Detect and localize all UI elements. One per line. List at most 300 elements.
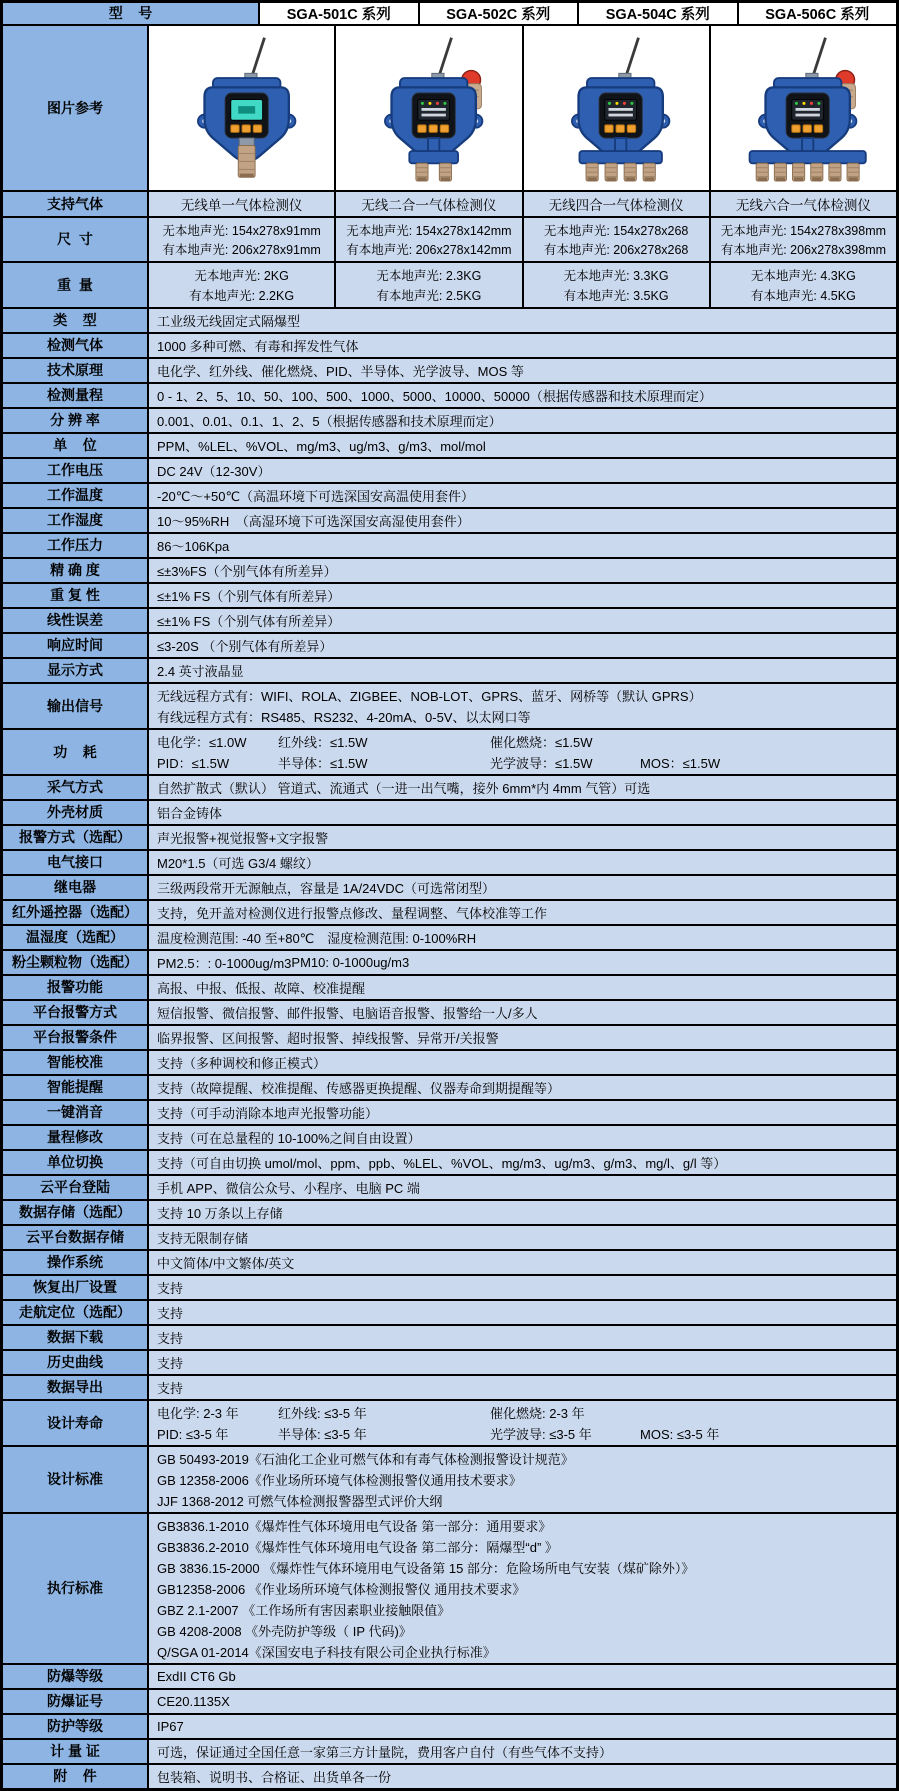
table-row — [3, 1765, 896, 1788]
value-segment: PID: ≤3-5 年 — [157, 1427, 229, 1442]
value-line — [157, 1469, 888, 1490]
value-line — [157, 535, 888, 556]
weight-line: 无本地声光: 2KG — [194, 269, 289, 284]
value-segment: 声光报警+视觉报警+文字报警 — [157, 831, 329, 846]
value-segment: -20℃～+50℃（高温环境下可选深国安高温使用套件） — [157, 489, 475, 504]
row-value — [149, 1101, 896, 1124]
table-row — [3, 976, 896, 1001]
row-label: 报警功能 — [3, 976, 149, 999]
value-line — [157, 777, 888, 798]
model-header-sga-506c: SGA-506C 系列 — [739, 3, 897, 24]
table-row — [3, 1101, 896, 1126]
table-row — [3, 434, 896, 459]
table-row — [3, 1226, 896, 1251]
value-line — [157, 435, 888, 456]
value-line — [157, 877, 888, 898]
table-row — [3, 684, 896, 730]
size-line: 无本地声光: 154x278x398mm — [720, 224, 887, 238]
table-row — [3, 1176, 896, 1201]
row-value — [149, 1076, 896, 1099]
value-line — [157, 610, 888, 631]
row-label: 红外遥控器（选配） — [3, 901, 149, 924]
weight-line: 有本地声光: 3.5KG — [563, 288, 669, 303]
row-value — [149, 1251, 896, 1274]
row-label: 走航定位（选配） — [3, 1301, 149, 1324]
row-value — [149, 1665, 896, 1688]
value-line — [157, 685, 888, 706]
value-segment: MOS：≤1.5W — [640, 756, 721, 771]
value-line — [157, 560, 888, 581]
weight-line: 无本地声光: 4.3KG — [750, 269, 856, 284]
table-row — [3, 584, 896, 609]
value-line — [157, 1352, 888, 1373]
table-row — [3, 1351, 896, 1376]
row-value — [149, 534, 896, 557]
row-label: 工作压力 — [3, 534, 149, 557]
row-value — [149, 684, 896, 728]
value-line — [157, 1766, 888, 1787]
value-segment: GB 3836.15-2000 《爆炸性气体环境用电气设备第 15 部分：危险场所电气安装（煤矿除外）》 — [157, 1561, 695, 1576]
table-row — [3, 484, 896, 509]
row-value — [149, 1226, 896, 1249]
value-segment: 支持 — [157, 1381, 184, 1396]
value-segment: 铝合金铸体 — [157, 806, 223, 821]
product-image-sga-502c — [336, 26, 523, 190]
value-segment: ExdII CT6 Gb — [157, 1669, 236, 1684]
value-line — [157, 1027, 888, 1048]
row-value — [149, 951, 896, 974]
value-line — [157, 360, 888, 381]
value-segment: 支持 — [157, 1356, 184, 1371]
value-line — [157, 585, 888, 606]
value-segment: PM10: 0-1000ug/m3 — [291, 955, 410, 970]
row-label: 防爆等级 — [3, 1665, 149, 1688]
row-label-image: 图片参考 — [3, 26, 149, 190]
row-value — [149, 309, 896, 332]
value-segment: ≤±3%FS（个别气体有所差异） — [157, 564, 337, 579]
size-line: 有本地声光: 206x278x91mm — [162, 243, 321, 257]
table-row — [3, 334, 896, 359]
row-value — [149, 1176, 896, 1199]
value-segment: 光学波导: ≤3-5 年 — [490, 1427, 592, 1442]
row-value — [149, 1051, 896, 1074]
row-value — [149, 434, 896, 457]
weight-value — [524, 263, 711, 307]
row-label: 输出信号 — [3, 684, 149, 728]
value-segment: 短信报警、微信报警、邮件报警、电脑语音报警、报警给一人/多人 — [157, 1006, 538, 1021]
row-value — [149, 1276, 896, 1299]
size-line: 无本地声光: 154x278x91mm — [162, 224, 321, 238]
value-segment: 86～106Kpa — [157, 539, 230, 554]
value-line — [157, 1448, 888, 1469]
row-label: 数据导出 — [3, 1376, 149, 1399]
table-row — [3, 609, 896, 634]
value-line — [157, 460, 888, 481]
size-line: 无本地声光: 154x278x268 — [543, 224, 689, 238]
support-gas-value: 无线四合一气体检测仪 — [524, 192, 711, 216]
row-label: 功 耗 — [3, 730, 149, 774]
size-line: 有本地声光: 206x278x142mm — [346, 243, 512, 257]
product-image-sga-504c — [524, 26, 711, 190]
table-row — [3, 384, 896, 409]
row-value — [149, 1301, 896, 1324]
value-segment: 支持 — [157, 1306, 184, 1321]
table-row — [3, 1401, 896, 1447]
value-segment: GB 12358-2006《作业场所环境气体检测报警仪通用技术要求》 — [157, 1473, 522, 1488]
row-label: 平台报警方式 — [3, 1001, 149, 1024]
row-value — [149, 459, 896, 482]
value-line — [157, 852, 888, 873]
row-label-support-gas: 支持气体 — [3, 192, 149, 216]
weight-value — [711, 263, 896, 307]
row-label: 外壳材质 — [3, 801, 149, 824]
weight-line: 无本地声光: 2.3KG — [376, 269, 482, 284]
value-segment: 高报、中报、低报、故障、校准提醒 — [157, 981, 366, 996]
support-gas-value: 无线二合一气体检测仪 — [336, 192, 523, 216]
row-label: 恢复出厂设置 — [3, 1276, 149, 1299]
value-line — [157, 927, 888, 948]
row-label: 量程修改 — [3, 1126, 149, 1149]
row-label: 线性误差 — [3, 609, 149, 632]
value-line — [157, 1002, 888, 1023]
row-label: 设计标准 — [3, 1447, 149, 1512]
table-row — [3, 1076, 896, 1101]
value-line — [157, 1277, 888, 1298]
row-label: 数据下载 — [3, 1326, 149, 1349]
row-label: 工作温度 — [3, 484, 149, 507]
weight-line: 有本地声光: 4.5KG — [750, 288, 856, 303]
row-value — [149, 1690, 896, 1713]
product-image-sga-501c — [149, 26, 336, 190]
value-line — [157, 952, 888, 973]
row-label: 执行标准 — [3, 1514, 149, 1663]
row-value — [149, 976, 896, 999]
row-value — [149, 1401, 896, 1445]
table-row — [3, 1376, 896, 1401]
value-segment: 临界报警、区间报警、超时报警、掉线报警、异常开/关报警 — [157, 1031, 499, 1046]
size-row — [3, 218, 896, 263]
value-segment: 温度检测范围: -40 至+80℃ 湿度检测范围: 0-100%RH — [157, 931, 477, 946]
value-line — [157, 635, 888, 656]
table-row — [3, 901, 896, 926]
table-row — [3, 1326, 896, 1351]
table-row — [3, 1276, 896, 1301]
value-line — [157, 1102, 888, 1123]
value-line — [157, 485, 888, 506]
value-line — [157, 1202, 888, 1223]
table-row — [3, 826, 896, 851]
value-line — [157, 335, 888, 356]
row-label: 云平台数据存储 — [3, 1226, 149, 1249]
value-line — [157, 1620, 888, 1641]
value-segment: 支持（多种调校和修正模式） — [157, 1056, 327, 1071]
row-value — [149, 609, 896, 632]
row-value — [149, 384, 896, 407]
size-value — [149, 218, 336, 261]
row-label: 粉尘颗粒物（选配） — [3, 951, 149, 974]
row-value — [149, 926, 896, 949]
weight-value — [336, 263, 523, 307]
row-value — [149, 359, 896, 382]
table-row — [3, 509, 896, 534]
value-segment: GBZ 2.1-2007 《工作场所有害因素职业接触限值》 — [157, 1603, 451, 1618]
size-line: 无本地声光: 154x278x142mm — [346, 224, 512, 238]
size-value — [524, 218, 711, 261]
value-line — [157, 1077, 888, 1098]
value-segment: 支持（可自由切换 umol/mol、ppm、ppb、%LEL、%VOL、mg/m3、ug/m3、g/m3、mg/l、g/l 等） — [157, 1156, 727, 1171]
table-row — [3, 1251, 896, 1276]
table-row — [3, 659, 896, 684]
table-row — [3, 876, 896, 901]
value-segment: 支持，免开盖对检测仪进行报警点修改、量程调整、气体校准等工作 — [157, 906, 548, 921]
row-label: 平台报警条件 — [3, 1026, 149, 1049]
row-value — [149, 1740, 896, 1763]
value-segment: 三级两段常开无源触点，容量是 1A/24VDC（可选常闭型） — [157, 881, 496, 896]
value-segment: 0 - 1、2、5、10、50、100、500、1000、5000、10000、50000（根据传感器和技术原理而定） — [157, 389, 712, 404]
value-segment: ≤3-20S （个别气体有所差异） — [157, 639, 333, 654]
row-value — [149, 634, 896, 657]
row-label: 检测气体 — [3, 334, 149, 357]
row-value — [149, 1201, 896, 1224]
row-label: 防护等级 — [3, 1715, 149, 1738]
support-gas-value: 无线单一气体检测仪 — [149, 192, 336, 216]
row-label: 附 件 — [3, 1765, 149, 1788]
row-value — [149, 876, 896, 899]
row-label: 计 量 证 — [3, 1740, 149, 1763]
value-segment: 光学波导：≤1.5W — [490, 756, 593, 771]
table-row — [3, 309, 896, 334]
value-segment: 2.4 英寸液晶显 — [157, 664, 244, 679]
support-gas-row — [3, 192, 896, 218]
row-value — [149, 1026, 896, 1049]
row-label: 分 辨 率 — [3, 409, 149, 432]
value-line — [157, 1599, 888, 1620]
value-line — [157, 1327, 888, 1348]
row-label: 显示方式 — [3, 659, 149, 682]
row-label-size: 尺 寸 — [3, 218, 149, 261]
row-label: 数据存储（选配） — [3, 1201, 149, 1224]
row-label: 一键消音 — [3, 1101, 149, 1124]
table-row — [3, 801, 896, 826]
table-row — [3, 951, 896, 976]
row-label: 智能校准 — [3, 1051, 149, 1074]
row-label: 操作系统 — [3, 1251, 149, 1274]
value-segment: 电化学: 2-3 年 — [157, 1406, 239, 1421]
table-row — [3, 459, 896, 484]
weight-value — [149, 263, 336, 307]
value-line — [157, 1127, 888, 1148]
table-row — [3, 1447, 896, 1514]
row-label: 采气方式 — [3, 776, 149, 799]
model-header-sga-501c: SGA-501C 系列 — [260, 3, 420, 24]
value-line — [157, 827, 888, 848]
model-header-sga-504c: SGA-504C 系列 — [579, 3, 739, 24]
value-segment: 支持 — [157, 1331, 184, 1346]
value-line — [157, 731, 888, 752]
value-line — [157, 1152, 888, 1173]
row-label: 技术原理 — [3, 359, 149, 382]
value-segment: MOS: ≤3-5 年 — [640, 1427, 720, 1442]
row-value — [149, 1151, 896, 1174]
value-line — [157, 1052, 888, 1073]
value-segment: 工业级无线固定式隔爆型 — [157, 314, 301, 329]
value-segment: 催化燃烧: 2-3 年 — [490, 1406, 585, 1421]
value-segment: PID：≤1.5W — [157, 756, 230, 771]
support-gas-value: 无线六合一气体检测仪 — [711, 192, 896, 216]
value-segment: PM2.5：: 0-1000ug/m3 — [157, 956, 292, 971]
value-segment: 支持（可在总量程的 10-100%之间自由设置） — [157, 1131, 421, 1146]
row-value — [149, 409, 896, 432]
table-row — [3, 1740, 896, 1765]
row-label-model: 型 号 — [3, 3, 260, 24]
row-value — [149, 1765, 896, 1788]
value-line — [157, 1641, 888, 1662]
value-segment: 电化学、红外线、催化燃烧、PID、半导体、光学波导、MOS 等 — [157, 364, 524, 379]
model-header-row — [3, 3, 896, 26]
row-label: 工作湿度 — [3, 509, 149, 532]
value-segment: 无线远程方式有：WIFI、ROLA、ZIGBEE、NOB-LOT、GPRS、蓝牙、网桥等（默认 GPRS） — [157, 689, 702, 704]
weight-line: 有本地声光: 2.5KG — [376, 288, 482, 303]
value-line — [157, 1515, 888, 1536]
value-segment: M20*1.5（可选 G3/4 螺纹） — [157, 856, 319, 871]
row-label: 响应时间 — [3, 634, 149, 657]
value-segment: JJF 1368-2012 可燃气体检测报警器型式评价大纲 — [157, 1494, 443, 1509]
value-line — [157, 977, 888, 998]
device-illustration — [340, 32, 518, 184]
row-label: 防爆证号 — [3, 1690, 149, 1713]
value-line — [157, 1252, 888, 1273]
value-segment: 可选，保证通过全国任意一家第三方计量院，费用客户自付（有些气体不支持） — [157, 1745, 613, 1760]
value-segment: 支持 10 万条以上存储 — [157, 1206, 283, 1221]
value-line — [157, 1227, 888, 1248]
size-value — [711, 218, 896, 261]
row-label-weight: 重 量 — [3, 263, 149, 307]
row-value — [149, 1001, 896, 1024]
table-row — [3, 1690, 896, 1715]
table-row — [3, 926, 896, 951]
table-row — [3, 359, 896, 384]
device-illustration — [527, 32, 705, 184]
row-value — [149, 801, 896, 824]
value-segment: 半导体: ≤3-5 年 — [278, 1427, 367, 1442]
table-row — [3, 730, 896, 776]
weight-row — [3, 263, 896, 309]
row-label: 云平台登陆 — [3, 1176, 149, 1199]
row-label: 类 型 — [3, 309, 149, 332]
value-line — [157, 1423, 888, 1444]
row-label: 精 确 度 — [3, 559, 149, 582]
row-value — [149, 851, 896, 874]
value-segment: 红外线: ≤3-5 年 — [278, 1406, 367, 1421]
value-segment: 半导体：≤1.5W — [278, 756, 368, 771]
table-row — [3, 1514, 896, 1665]
table-row — [3, 1201, 896, 1226]
value-line — [157, 1578, 888, 1599]
table-row — [3, 1001, 896, 1026]
row-value — [149, 1715, 896, 1738]
row-label: 重 复 性 — [3, 584, 149, 607]
value-segment: IP67 — [157, 1719, 184, 1734]
table-row — [3, 776, 896, 801]
value-line — [157, 410, 888, 431]
value-segment: 有线远程方式有：RS485、RS232、4-20mA、0-5V、以太网口等 — [157, 710, 531, 725]
image-row — [3, 26, 896, 192]
table-row — [3, 1026, 896, 1051]
value-line — [157, 706, 888, 727]
row-label: 设计寿命 — [3, 1401, 149, 1445]
value-line — [157, 660, 888, 681]
row-value — [149, 1447, 896, 1512]
value-segment: 电化学：≤1.0W — [157, 735, 247, 750]
value-segment: 10～95%RH （高湿环境下可选深国安高湿使用套件） — [157, 514, 470, 529]
row-label: 检测量程 — [3, 384, 149, 407]
value-segment: GB 50493-2019《石油化工企业可燃气体和有毒气体检测报警设计规范》 — [157, 1452, 574, 1467]
product-image-sga-506c — [711, 26, 896, 190]
table-row — [3, 1715, 896, 1740]
row-label: 单位切换 — [3, 1151, 149, 1174]
row-value — [149, 730, 896, 774]
table-row — [3, 1151, 896, 1176]
value-segment: 自然扩散式（默认） 管道式、流通式（一进一出气嘴，接外 6mm*内 4mm 气管）可选 — [157, 781, 651, 796]
row-label: 工作电压 — [3, 459, 149, 482]
value-line — [157, 310, 888, 331]
row-value — [149, 584, 896, 607]
value-segment: 支持（故障提醒、校准提醒、传感器更换提醒、仪器寿命到期提醒等） — [157, 1081, 561, 1096]
value-line — [157, 1666, 888, 1687]
value-segment: 0.001、0.01、0.1、1、2、5（根据传感器和技术原理而定） — [157, 414, 502, 429]
row-value — [149, 484, 896, 507]
value-line — [157, 1302, 888, 1323]
spec-rows-container — [3, 309, 896, 1788]
value-segment: ≤±1% FS（个别气体有所差异） — [157, 614, 341, 629]
row-label: 报警方式（选配） — [3, 826, 149, 849]
row-value — [149, 1126, 896, 1149]
row-value — [149, 1351, 896, 1374]
value-segment: 催化燃烧：≤1.5W — [490, 735, 593, 750]
value-segment: 1000 多种可燃、有毒和挥发性气体 — [157, 339, 359, 354]
value-segment: 支持（可手动消除本地声光报警功能） — [157, 1106, 379, 1121]
value-segment: GB 4208-2008 《外壳防护等级（ IP 代码)》 — [157, 1624, 412, 1639]
value-segment: PPM、%LEL、%VOL、mg/m3、ug/m3、g/m3、mol/mol — [157, 439, 486, 454]
value-segment: 中文简体/中文繁体/英文 — [157, 1256, 295, 1271]
value-line — [157, 1536, 888, 1557]
value-line — [157, 1716, 888, 1737]
row-label: 历史曲线 — [3, 1351, 149, 1374]
row-value — [149, 1326, 896, 1349]
row-value — [149, 334, 896, 357]
weight-line: 无本地声光: 3.3KG — [563, 269, 669, 284]
model-header-sga-502c: SGA-502C 系列 — [420, 3, 580, 24]
weight-line: 有本地声光: 2.2KG — [189, 288, 295, 303]
value-segment: CE20.1135X — [157, 1694, 230, 1709]
row-value — [149, 509, 896, 532]
value-line — [157, 1177, 888, 1198]
value-segment: GB3836.1-2010《爆炸性气体环境用电气设备 第一部分：通用要求》 — [157, 1519, 552, 1534]
row-value — [149, 901, 896, 924]
value-line — [157, 1490, 888, 1511]
device-illustration — [714, 32, 892, 184]
table-row — [3, 409, 896, 434]
value-line — [157, 1691, 888, 1712]
value-line — [157, 1741, 888, 1762]
size-line: 有本地声光: 206x278x398mm — [720, 243, 887, 257]
row-label: 电气接口 — [3, 851, 149, 874]
value-line — [157, 1377, 888, 1398]
value-line — [157, 510, 888, 531]
value-segment: GB12358-2006 《作业场所环境气体检测报警仪 通用技术要求》 — [157, 1582, 526, 1597]
value-segment: Q/SGA 01-2014《深国安电子科技有限公司企业执行标准》 — [157, 1645, 496, 1660]
row-label: 温湿度（选配） — [3, 926, 149, 949]
